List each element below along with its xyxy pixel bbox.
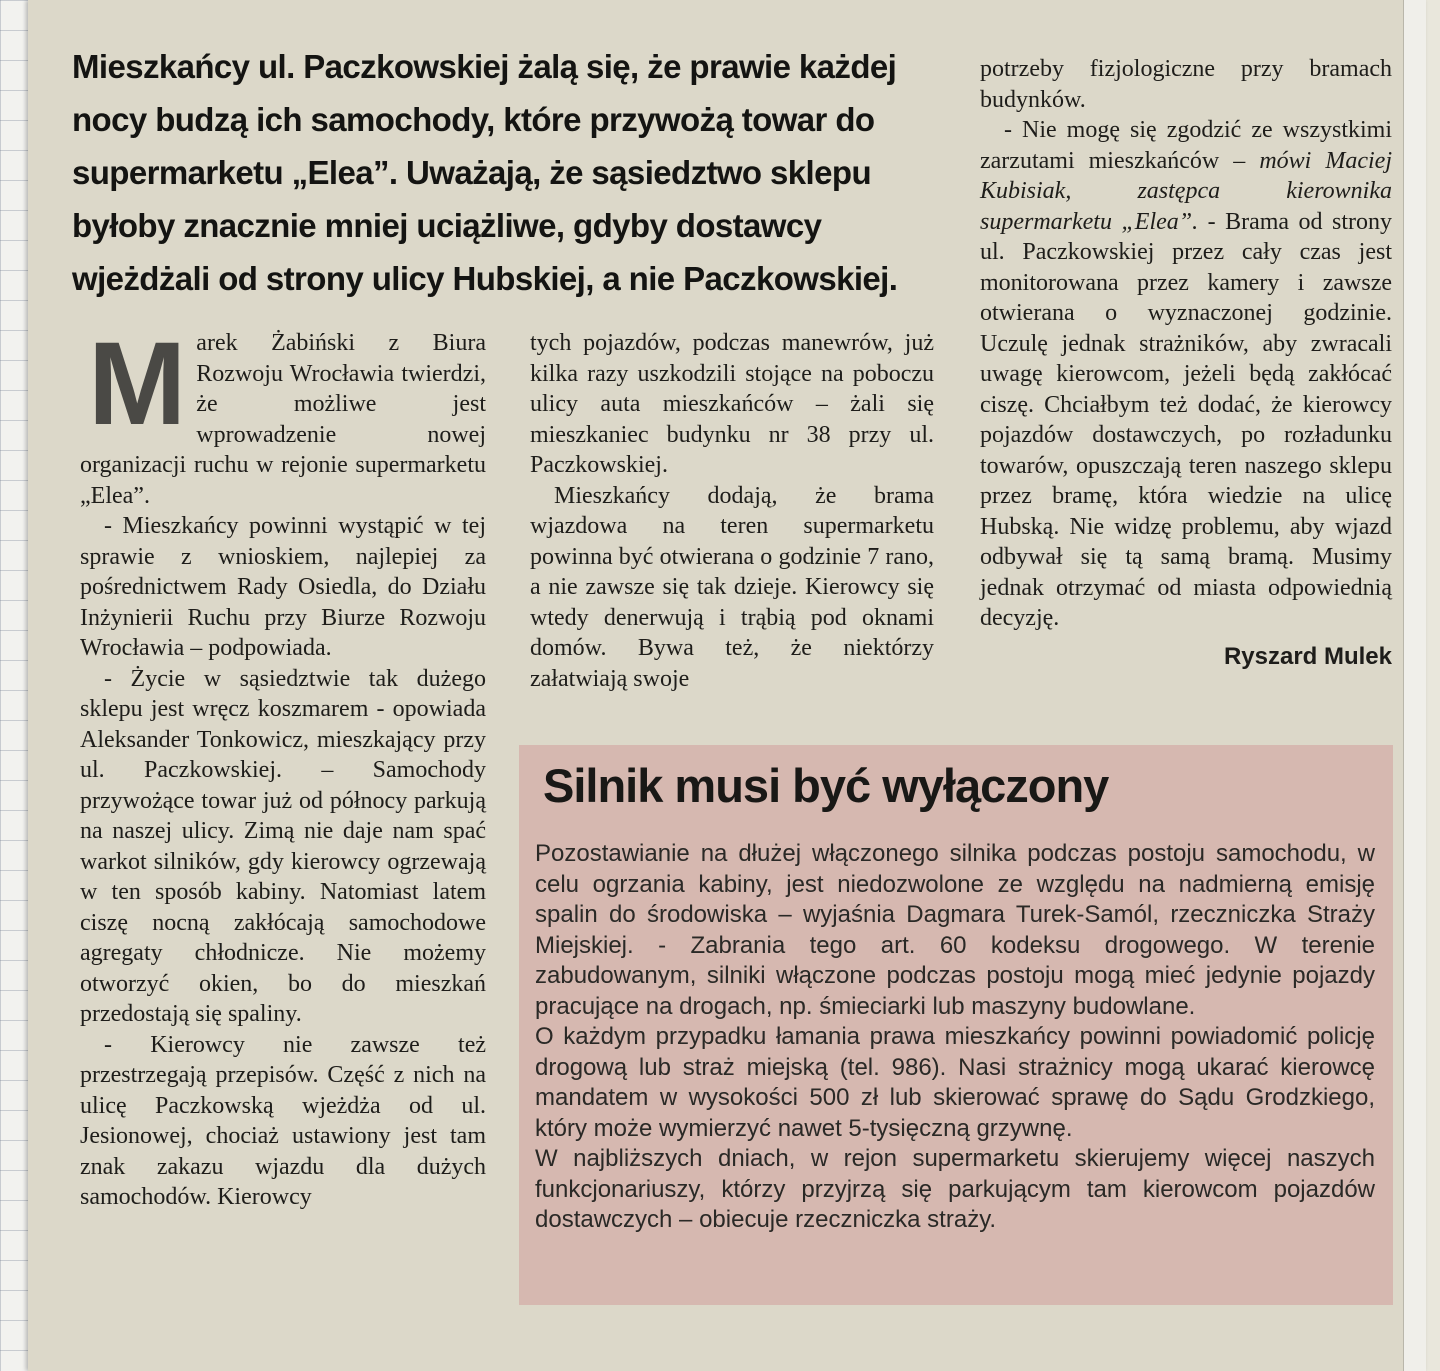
paragraph: - Mieszkańcy powinni wystąpić w tej sprawie z wnioskiem, najlepiej za pośrednictwem Rady Osiedla, do Działu Inżynierii Ruchu przy Biurze Rozwoju Wrocławia – podpowiada. (80, 513, 486, 661)
paragraph (80, 318, 486, 511)
paragraph (980, 115, 1392, 634)
sidebar-box (519, 745, 1393, 1305)
paragraph: - Życie w sąsiedztwie tak dużego sklepu jest wręcz koszmarem - opowiada Aleksander Tonkowicz, mieszkający przy ul. Paczkowskiej. – Samochody przywożące towar już od północy parkują na naszej ulicy. Zimą nie daje nam spać warkot silników, gdy kierowcy ogrzewają w ten sposób kabiny. Natomiast latem ciszę nocną zakłócają samochodowe agregaty chłodnicze. Nie możemy otworzyć okien, bo do mieszkań przedostają się spaliny. (80, 665, 486, 1027)
paper-edge-strip (1403, 0, 1426, 1371)
article-column-2 (530, 328, 934, 694)
paragraph: Mieszkańcy dodają, że brama wjazdowa na teren supermarketu powinna być otwierana o godzinie 7 rano, a nie zawsze się tak dzieje. Kierowcy się wtedy denerwują i trąbią pod oknami domów. Bywa też, że niektórzy załatwiają swoje (530, 482, 934, 692)
article-author: Ryszard Mulek (1223, 642, 1392, 670)
speaker-attribution: mówi Maciej Kubisiak, zastępca kierownika supermarketu „Elea”. (980, 147, 1392, 235)
quote-text: - Nie mogę się zgodzić ze wszystkimi zarzutami mieszkańców – (980, 117, 1392, 174)
sidebar-paragraph: O każdym przypadku łamania prawa mieszkańcy powinni powiadomić policję drogową lub straż miejską (tel. 986). Nasi strażnicy mogą ukarać kierowcę mandatem w wysokości 500 zł lub skierować sprawę do Sądu Grodzkiego, który może wymierzyć nawet 5-tysięczną grzywnę. (535, 1023, 1375, 1142)
sidebar-paragraph: Pozostawianie na dłużej włączonego silnika podczas postoju samochodu, w celu ogrzania kabiny, jest niedozwolone ze względu na nadmierną emisję spalin do środowiska – wyjaśnia Dagmara Turek-Samól, rzeczniczka Straży Miejskiej. - Zabrania tego art. 60 kodeksu drogowego. W terenie zabudowanym, silniki włączone podczas postoju mogą mieć jedynie pojazdy pracujące na drogach, np. śmieciarki lub maszyny budowlane. (535, 840, 1375, 1020)
sidebar-title: Silnik musi być wyłączony (543, 759, 1109, 812)
article-column-1 (80, 318, 486, 1213)
sidebar-body (535, 839, 1375, 1236)
paragraph: tych pojazdów, podczas manewrów, już kilka razy uszkodzili stojące na poboczu ulicy auta mieszkańców – żali się mieszkaniec budynku nr 38 przy ul. Paczkowskiej. (530, 330, 934, 478)
quote-text: - Brama od strony ul. Paczkowskiej przez cały czas jest monitorowana przez kamery i zawsze otwierana o wyznaczonej godzinie. Uczulę jednak strażników, aby zwracali uwagę kierowcom, jeżeli będą zakłócać ciszę. Chciałbym też dodać, że kierowcy pojazdów dostawczych, po rozładunku towarów, opuszczają teren naszego sklepu przez bramę, która wiedzie na ulicę Hubską. Nie widzę problemu, aby wjazd odbywał się tą samą bramą. Musimy jednak otrzymać od miasta odpowiednią decyzję. (980, 208, 1393, 631)
sidebar-paragraph: W najbliższych dniach, w rejon supermarketu skierujemy więcej naszych funkcjonariuszy, którzy przyjrzą się parkującym tam kierowcom pojazdów dostawczych – obiecuje rzeczniczka straży. (535, 1145, 1375, 1233)
paragraph-text: arek Żabiński z Biura Rozwoju Wrocławia twierdzi, że możliwe jest wprowadzenie nowej organizacji ruchu w rejonie supermarketu „Elea”. (80, 330, 486, 509)
article-lead: Mieszkańcy ul. Paczkowskiej żalą się, że prawie każdej nocy budzą ich samochody, które przywożą towar do supermarketu „Elea”. Uważają, że sąsiedztwo sklepu byłoby znacznie mniej uciążliwe, gdyby dostawcy wjeżdżali od strony ulicy Hubskiej, a nie Paczkowskiej. (72, 48, 898, 297)
drop-cap: M (88, 318, 187, 450)
paragraph: - Kierowcy nie zawsze też przestrzegają przepisów. Część z nich na ulicę Paczkowską wjeżdża od ul. Jesionowej, chociaż ustawiony jest tam znak zakazu wjazdu dla dużych samochodów. Kierowcy (80, 1031, 486, 1210)
paragraph: potrzeby fizjologiczne przy bramach budynków. (980, 56, 1392, 113)
article-column-3 (980, 54, 1392, 672)
